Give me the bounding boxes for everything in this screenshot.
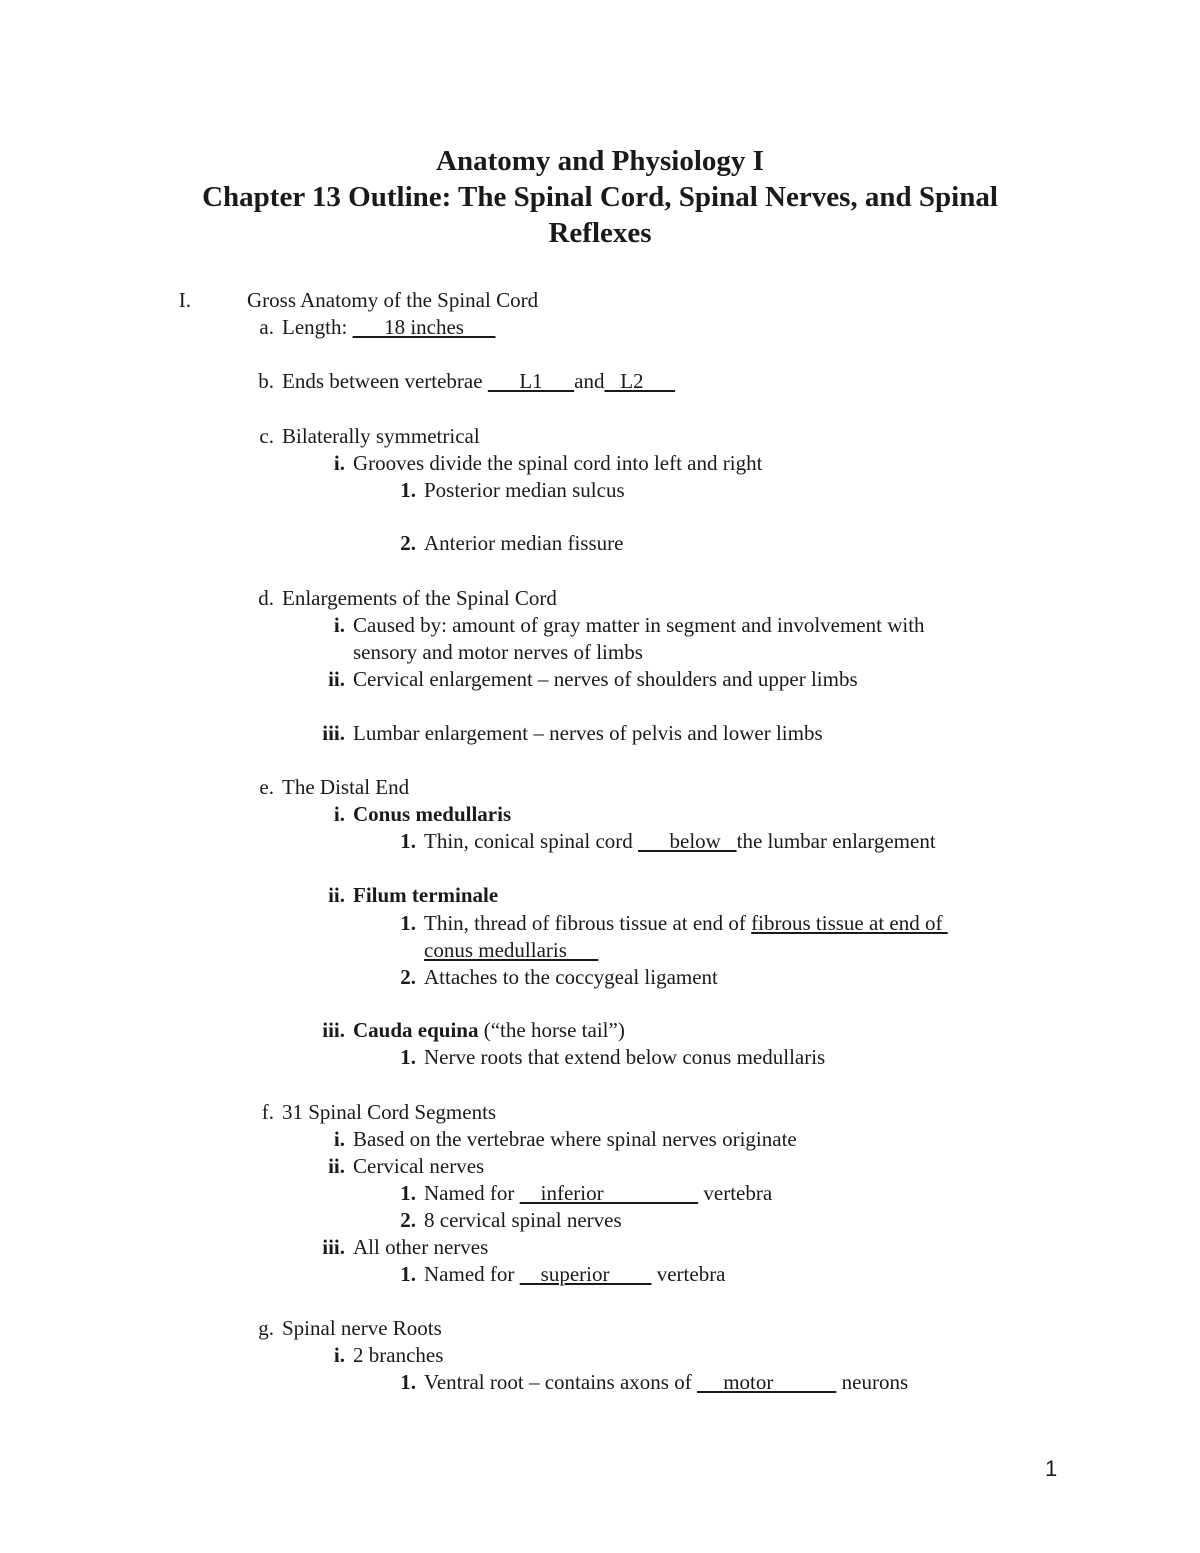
outline-marker: 1. [400, 1181, 416, 1205]
fill-in-blank: conus medullaris [424, 938, 599, 962]
outline-marker: 1. [400, 1262, 416, 1286]
outline-item-d-ii [328, 666, 858, 693]
outline-item-d-iii [322, 720, 823, 747]
outline-text: 31 Spinal Cord Segments [282, 1100, 497, 1124]
outline-item-f-ii [328, 1153, 485, 1180]
fill-in-blank: motor [696, 1370, 837, 1394]
outline-item-c-i [333, 450, 763, 477]
outline-text: Posterior median sulcus [424, 478, 625, 502]
outline-text: All other nerves [353, 1235, 489, 1259]
outline-text: Nerve roots that extend below conus medullaris [424, 1045, 826, 1069]
outline-text: the lumbar enlargement [736, 829, 936, 853]
outline-item-f-ii-1 [400, 1180, 773, 1207]
outline-text: Named for [424, 1262, 515, 1286]
outline-marker: d. [258, 586, 274, 610]
fill-in-blank: 18 inches [352, 315, 496, 339]
outline-item-e-ii-1 [400, 910, 948, 937]
outline-text: Ventral root – contains axons of [424, 1370, 692, 1394]
outline-marker: i. [333, 802, 345, 826]
outline-item-e-ii-2 [400, 964, 718, 991]
outline-item-f-iii [322, 1234, 489, 1261]
outline-text: Length: [282, 315, 348, 339]
outline-marker: 1. [400, 1045, 416, 1069]
outline-item-c-i-1 [400, 477, 625, 504]
fill-in-blank: L2 [604, 369, 676, 393]
outline-marker: 2. [400, 965, 416, 989]
outline-marker: e. [259, 775, 274, 799]
outline-marker: f. [261, 1100, 274, 1124]
fill-in-blank: below [638, 829, 737, 853]
outline-text: sensory and motor nerves of limbs [353, 640, 643, 664]
outline-text: Cervical nerves [353, 1154, 485, 1178]
outline-item-e-iii-1 [400, 1044, 826, 1071]
outline-text: The Distal End [282, 775, 410, 799]
outline-item-g-i [333, 1342, 444, 1369]
outline-item-g-i-1 [400, 1369, 909, 1396]
outline-item-c-i-2 [400, 530, 624, 557]
outline-text: 8 cervical spinal nerves [424, 1208, 622, 1232]
outline-text: Caused by: amount of gray matter in segment and involvement with [353, 613, 925, 637]
outline-item-d-i [333, 612, 925, 639]
outline-item-e-ii-1-continued [424, 937, 598, 964]
outline-marker: ii. [328, 1154, 345, 1178]
outline-item-e-i [333, 801, 512, 828]
outline-text: 2 branches [353, 1343, 444, 1367]
outline-item-c [259, 423, 480, 450]
outline-text: neurons [841, 1370, 909, 1394]
outline-text: Named for [424, 1181, 515, 1205]
outline-marker: g. [258, 1316, 274, 1340]
title-line-2: Chapter 13 Outline: The Spinal Cord, Spinal Nerves, and Spinal [202, 181, 998, 213]
outline-marker: ii. [328, 667, 345, 691]
outline-marker: i. [333, 613, 345, 637]
outline-marker: ii. [328, 883, 345, 907]
outline-item-f-ii-2 [400, 1207, 622, 1234]
outline-item-d-i-continued [353, 639, 643, 666]
outline-text: (“the horse tail”) [478, 1018, 625, 1042]
outline-marker: 2. [400, 531, 416, 555]
outline-item-d [258, 585, 557, 612]
outline-marker: i. [333, 451, 345, 475]
outline-marker: 2. [400, 1208, 416, 1232]
outline-text: vertebra [703, 1181, 773, 1205]
outline-text: Ends between vertebrae [282, 369, 483, 393]
outline-text: Gross Anatomy of the Spinal Cord [247, 288, 539, 312]
outline-text: Spinal nerve Roots [282, 1316, 442, 1340]
outline-marker: c. [259, 424, 274, 448]
fill-in-blank: inferior [519, 1181, 699, 1205]
outline-marker: 1. [400, 478, 416, 502]
outline-text: Thin, thread of fibrous tissue at end of [424, 911, 746, 935]
outline-marker: b. [258, 369, 274, 393]
outline-item-e [259, 774, 410, 801]
outline-item-e-ii [328, 882, 499, 909]
outline-marker: 1. [400, 829, 416, 853]
outline-text: Lumbar enlargement – nerves of pelvis and lower limbs [353, 721, 823, 745]
fill-in-blank: L1 [487, 369, 575, 393]
title-line-1: Anatomy and Physiology I [436, 145, 764, 177]
outline-marker: 1. [400, 911, 416, 935]
outline-text: Attaches to the coccygeal ligament [424, 965, 718, 989]
outline-item-I [178, 287, 539, 314]
outline-marker: iii. [322, 721, 345, 745]
outline-item-f [261, 1099, 497, 1126]
fill-in-blank: superior [519, 1262, 652, 1286]
outline-marker: I. [178, 288, 191, 312]
outline-item-f-i [333, 1126, 797, 1153]
outline-text: vertebra [656, 1262, 726, 1286]
outline-item-e-iii [322, 1017, 625, 1044]
outline-marker: i. [333, 1127, 345, 1151]
outline-item-f-iii-1 [400, 1261, 726, 1288]
outline-text: Anterior median fissure [424, 531, 624, 555]
outline-text: Conus medullaris [353, 802, 512, 826]
outline-item-g [258, 1315, 442, 1342]
outline-text: Based on the vertebrae where spinal nerves originate [353, 1127, 797, 1151]
page-number: 1 [1045, 1456, 1058, 1481]
outline-item-b [258, 368, 676, 395]
outline-item-e-i-1 [400, 828, 936, 855]
outline-text-bold: Cauda equina [353, 1018, 479, 1042]
outline-text: Enlargements of the Spinal Cord [282, 586, 557, 610]
outline-text: Bilaterally symmetrical [282, 424, 480, 448]
outline-marker: iii. [322, 1018, 345, 1042]
outline-item-a [259, 314, 496, 341]
outline-text: Thin, conical spinal cord [424, 829, 633, 853]
title-line-3: Reflexes [548, 217, 652, 249]
outline-text: Filum terminale [353, 883, 499, 907]
fill-in-blank: fibrous tissue at end of [751, 911, 948, 935]
outline-marker: i. [333, 1343, 345, 1367]
outline-marker: 1. [400, 1370, 416, 1394]
outline-marker: a. [259, 315, 274, 339]
outline-marker: iii. [322, 1235, 345, 1259]
outline-text: Cervical enlargement – nerves of shoulders and upper limbs [353, 667, 858, 691]
outline-text: Grooves divide the spinal cord into left and right [353, 451, 763, 475]
outline-text: and [574, 369, 605, 393]
